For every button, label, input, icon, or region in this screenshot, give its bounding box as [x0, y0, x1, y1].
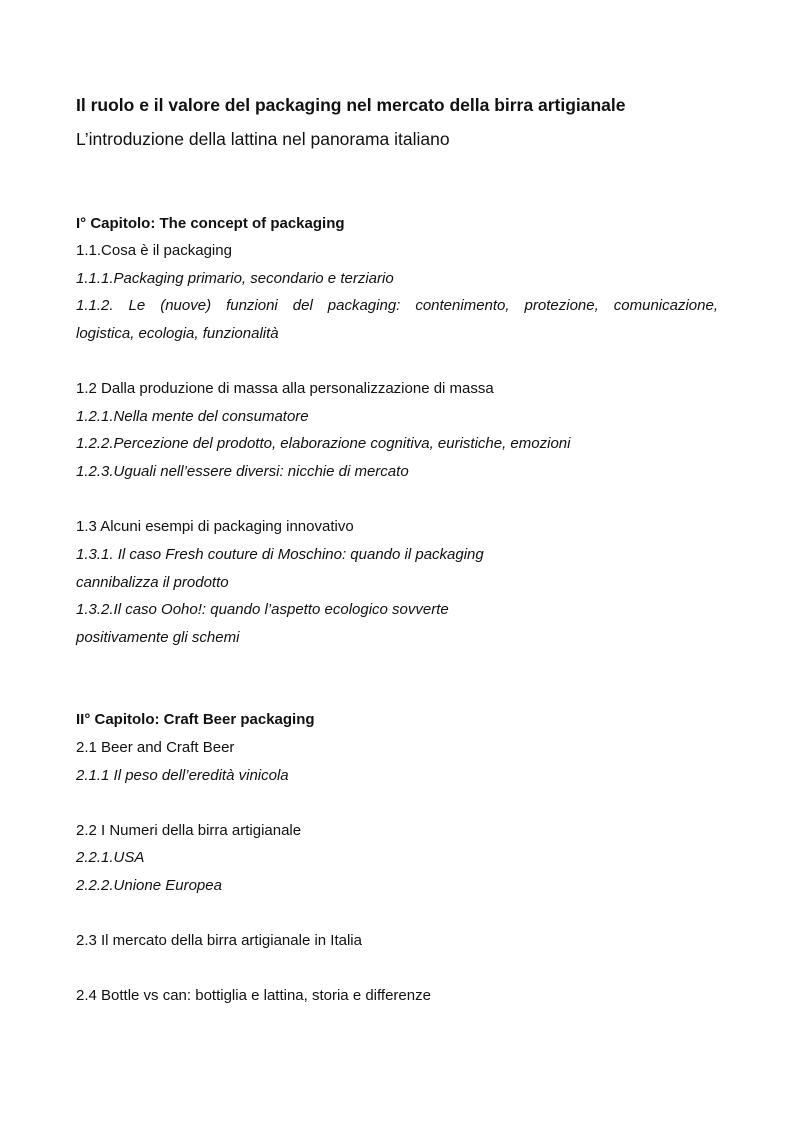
- section-1-1: 1.1.Cosa è il packaging: [76, 242, 232, 259]
- subsection-1-2-1: 1.2.1.Nella mente del consumatore: [76, 408, 309, 425]
- subsection-1-3-1-line-2: cannibalizza il prodotto: [76, 574, 229, 591]
- subsection-1-2-3: 1.2.3.Uguali nell’essere diversi: nicchie di mercato: [76, 463, 409, 480]
- document-page: [76, 0, 718, 1123]
- subsection-1-1-2-line-1: 1.1.2. Le (nuove) funzioni del packaging: contenimento, protezione, comunicazione,: [76, 297, 718, 314]
- document-title: Il ruolo e il valore del packaging nel mercato della birra artigianale: [76, 95, 626, 115]
- subsection-1-2-2: 1.2.2.Percezione del prodotto, elaborazione cognitiva, euristiche, emozioni: [76, 435, 571, 452]
- subsection-1-3-2-line-2: positivamente gli schemi: [76, 629, 240, 646]
- subsection-1-3-1-line-1: 1.3.1. Il caso Fresh couture di Moschino: quando il packaging: [76, 546, 484, 563]
- section-2-2: 2.2 I Numeri della birra artigianale: [76, 822, 302, 839]
- subsection-2-1-1: 2.1.1 Il peso dell’eredità vinicola: [76, 767, 289, 784]
- subsection-1-3-2-line-1: 1.3.2.Il caso Ooho!: quando l’aspetto ecologico sovverte: [76, 601, 449, 618]
- subsection-1-1-2-line-2: logistica, ecologia, funzionalità: [76, 325, 279, 342]
- subsection-2-2-1: 2.2.1.USA: [76, 849, 145, 866]
- chapter-2-heading: II° Capitolo: Craft Beer packaging: [76, 711, 315, 728]
- subsection-2-2-2: 2.2.2.Unione Europea: [76, 877, 222, 894]
- section-2-3: 2.3 Il mercato della birra artigianale in Italia: [76, 932, 362, 949]
- section-1-2: 1.2 Dalla produzione di massa alla personalizzazione di massa: [76, 380, 494, 397]
- chapter-1-heading: I° Capitolo: The concept of packaging: [76, 215, 345, 232]
- section-2-1: 2.1 Beer and Craft Beer: [76, 739, 235, 756]
- document-subtitle: L’introduzione della lattina nel panorama italiano: [76, 129, 450, 149]
- section-1-3: 1.3 Alcuni esempi di packaging innovativo: [76, 518, 354, 535]
- section-2-4: 2.4 Bottle vs can: bottiglia e lattina, storia e differenze: [76, 987, 431, 1004]
- subsection-1-1-1: 1.1.1.Packaging primario, secondario e terziario: [76, 270, 394, 287]
